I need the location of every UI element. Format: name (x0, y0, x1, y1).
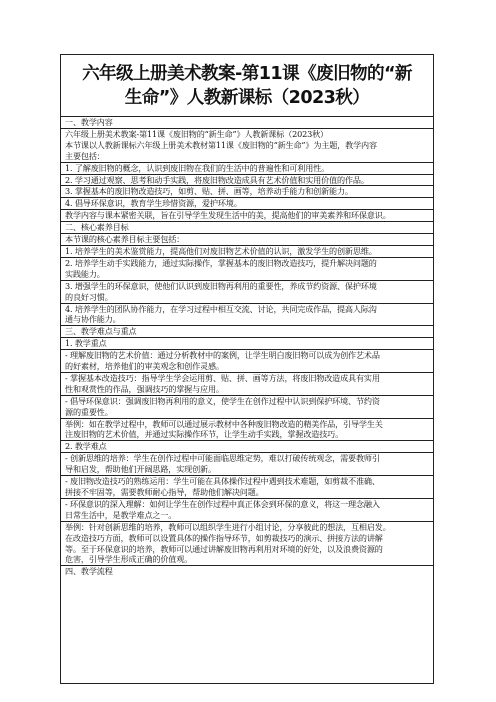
text-line: 2. 培养学生动手实践能力，通过实际操作，掌握基本的废旧物改造技巧，提升解决问题的 (65, 257, 377, 268)
text-line: 一、教学内容 (65, 117, 113, 127)
table-row (61, 373, 433, 396)
table-row (61, 246, 433, 258)
text-line: 三、教学难点与重点 (65, 326, 137, 337)
text-line: - 倡导环保意识：强调废旧物再利用的意义，使学生在创作过程中认识到保护环境、节约资 (65, 395, 380, 406)
text-line: 4. 倡导环保意识，教育学生珍惜资源，爱护环境。 (65, 198, 242, 209)
text-line: - 废旧物改造技巧的熟练运用：学生可能在具体操作过程中遇到技术难题，如剪裁不准确、 (65, 476, 380, 487)
table-row (61, 222, 433, 234)
text-line: 源的重要性。 (65, 406, 113, 417)
text-line: 注废旧物的艺术价值，并通过实际操作环节，让学生动手实践，掌握改造技巧。 (65, 429, 344, 440)
table-row (61, 281, 433, 304)
table-row (61, 258, 433, 281)
text-line: 本节课的核心素养目标主要包括： (65, 234, 185, 245)
text-line: 3. 掌握基本的废旧物改造技巧，如剪、贴、拼、画等，培养动手能力和创新能力。 (65, 186, 353, 197)
text-line: 通与协作能力。 (65, 314, 121, 325)
text-line: 六年级上册美术教案-第11课《废旧物的“新生命”》人教新课标（2023秋） (65, 128, 328, 139)
title-line-1: 六年级上册美术教案-第11课《废旧物的“新 (82, 63, 412, 84)
text-line: 四、教学流程 (65, 566, 113, 577)
table-row (61, 453, 433, 476)
table-row (61, 441, 433, 453)
text-line: 本节课以人教新课标六年级上册美术教材第11课《废旧物的“新生命”》为主题，教学内容 (65, 139, 377, 150)
document-title (61, 55, 433, 117)
table-row (61, 163, 433, 175)
table-row (61, 522, 433, 567)
table-row (61, 419, 433, 442)
text-line: 1. 了解废旧物的概念，认识到废旧物在我们的生活中的普遍性和可利用性。 (65, 162, 330, 173)
text-line: 等。至于环保意识的培养，教师可以通过讲解废旧物再利用对环境的好处，以及浪费资源的 (65, 543, 383, 554)
text-line: - 环保意识的深入理解：如何让学生在创作过程中真正体会到环保的意义，将这一理念融入 (65, 498, 380, 509)
table-row (61, 396, 433, 419)
document-body (61, 117, 433, 577)
text-line: 性和观赏性的作品，强调技巧的掌握与应用。 (65, 383, 224, 394)
text-line: 1. 培养学生的美术鉴赏能力，提高他们对废旧物艺术价值的认识，激发学生的创新思维。 (65, 245, 377, 256)
table-row (61, 234, 433, 246)
text-line: 在改造技巧方面，教师可以设置具体的操作指导环节，如剪裁技巧的演示、拼接方法的讲解 (65, 532, 383, 543)
table-row (61, 566, 433, 577)
text-line: 二、核心素养目标 (65, 222, 129, 233)
text-line: 的良好习惯。 (65, 291, 113, 302)
table-row (61, 304, 433, 327)
text-line: - 创新思维的培养：学生在创作过程中可能面临思维定势，难以打破传统观念，需要教师引 (65, 453, 380, 464)
text-line: - 理解废旧物的艺术价值：通过分析教材中的案例，让学生明白废旧物可以成为创作艺术品 (65, 350, 380, 361)
text-line: 实践能力。 (65, 268, 105, 279)
table-row (61, 350, 433, 373)
text-line: 教学内容与课本紧密关联，旨在引导学生发现生活中的美，提高他们的审美素养和环保意识。 (65, 210, 391, 221)
text-line: 拼接不牢固等，需要教师耐心指导，帮助他们解决问题。 (65, 487, 264, 497)
document-table (60, 54, 434, 684)
text-line: 2. 学习通过观察、思考和动手实践，将废旧物改造成具有艺术价值和实用价值的作品。 (65, 174, 369, 185)
text-line: 2. 教学难点 (65, 441, 107, 452)
text-line: 危害，引导学生形成正确的价值观。 (65, 554, 193, 565)
text-line: 导和启发，帮助他们开阔思路，实现创新。 (65, 464, 216, 475)
text-line: - 掌握基本改造技巧：指导学生学会运用剪、贴、拼、画等方法，将废旧物改造成具有实用 (65, 372, 380, 383)
table-row (61, 198, 433, 210)
text-line: 4. 培养学生的团队协作能力，在学习过程中相互交流、讨论，共同完成作品，提高人际沟 (65, 303, 377, 314)
table-row (61, 326, 433, 338)
table-row (61, 338, 433, 350)
text-line: 的好素材，培养他们的审美观念和创作灵感。 (65, 361, 224, 372)
table-row (61, 210, 433, 222)
text-line: 日常生活中，是教学难点之一。 (65, 509, 177, 520)
table-row (61, 117, 433, 129)
table-row (61, 476, 433, 499)
table-row (61, 499, 433, 522)
text-line: 1. 教学重点 (65, 338, 107, 349)
table-row (61, 175, 433, 187)
text-line: 3. 增强学生的环保意识，使他们认识到废旧物再利用的重要性，养成节约资源、保护环境 (65, 280, 377, 291)
table-row (61, 129, 433, 163)
text-line: 主要包括： (65, 150, 105, 161)
text-line: 举例：如在教学过程中，教师可以通过展示教材中各种废旧物改造的精美作品，引导学生关 (65, 418, 383, 429)
title-line-2: 生命”》人教新课标（2023秋） (124, 87, 370, 108)
table-row (61, 186, 433, 198)
text-line: 举例：针对创新思维的培养，教师可以组织学生进行小组讨论，分享彼此的想法，互相启发。 (65, 521, 391, 532)
